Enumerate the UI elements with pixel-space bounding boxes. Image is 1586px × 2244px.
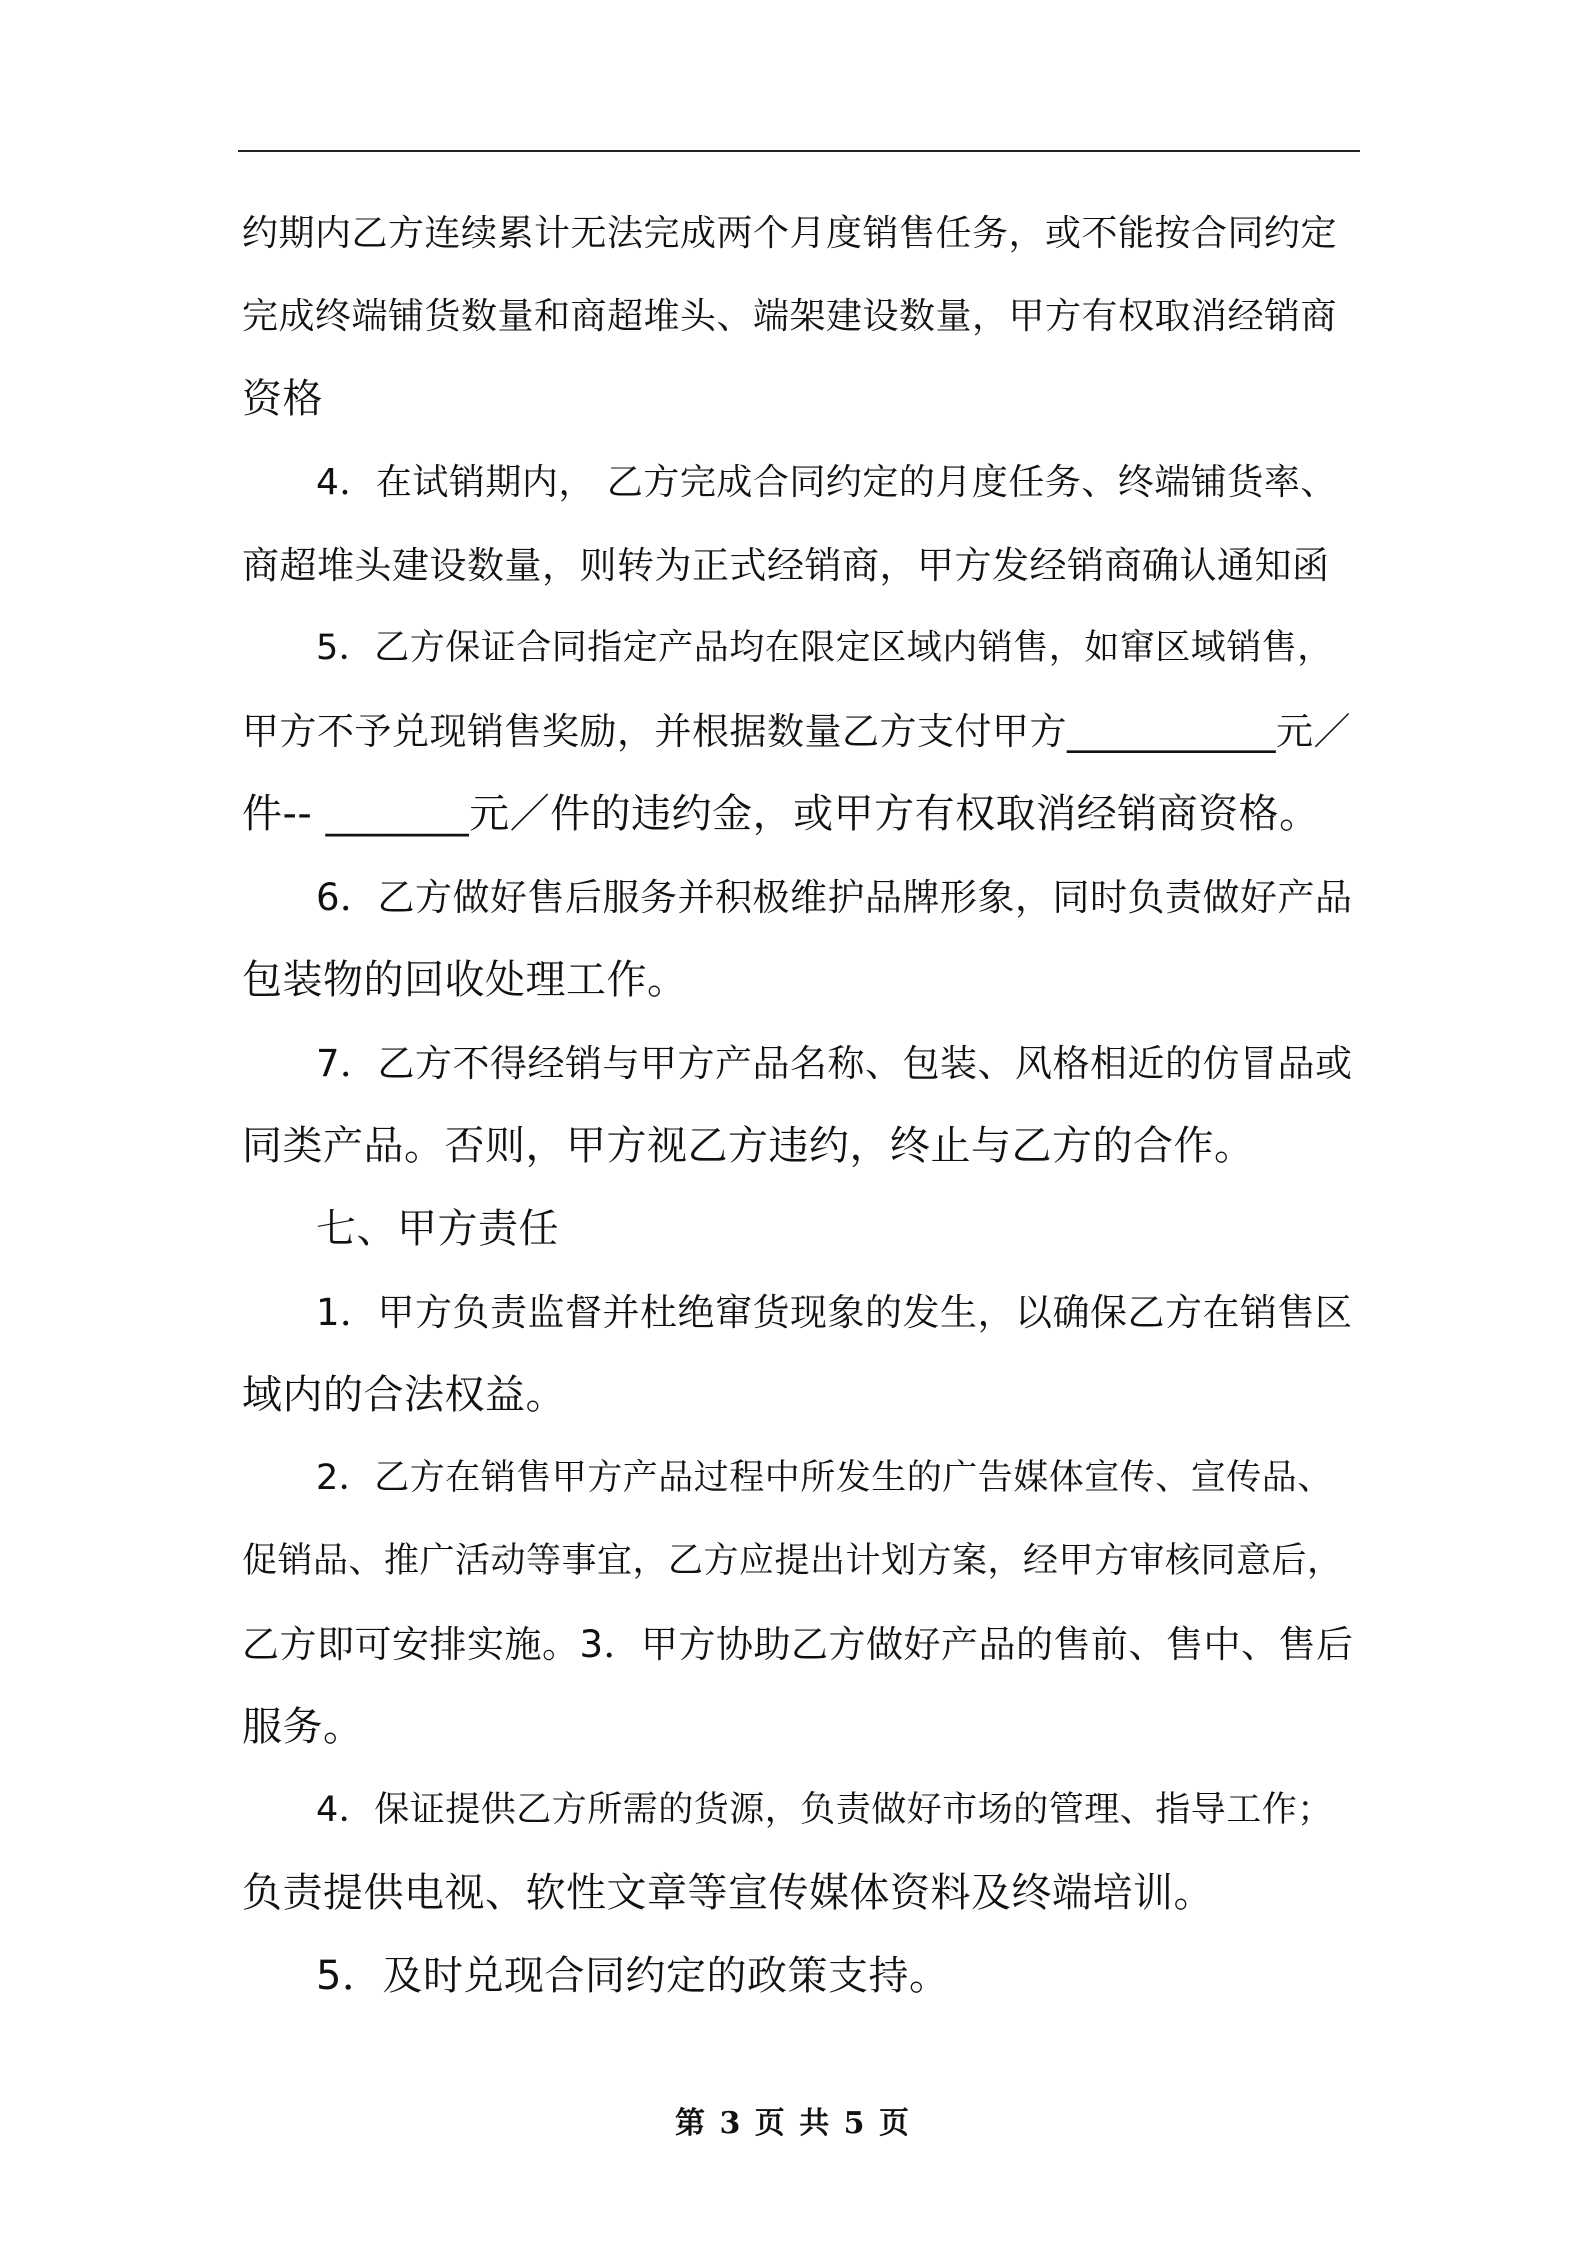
text-line: 7．乙方不得经销与甲方产品名称、包装、风格相近的仿冒品或: [316, 1042, 1353, 1085]
document-body: [242, 192, 1358, 2018]
text-line: 资格: [242, 376, 323, 422]
text-line: 域内的合法权益。: [242, 1372, 566, 1418]
text-line: 同类产品。否则，甲方视乙方违约，终止与乙方的合作。: [242, 1123, 1255, 1169]
text-line: 2．乙方在销售甲方产品过程中所发生的广告媒体宣传、宣传品、: [316, 1458, 1333, 1498]
text-line: 商超堆头建设数量，则转为正式经销商，甲方发经销商确认通知函: [242, 544, 1330, 587]
text-line: 6．乙方做好售后服务并积极维护品牌形象，同时负责做好产品: [316, 876, 1353, 919]
text-line: 七、甲方责任: [316, 1206, 559, 1252]
text-line: 5．乙方保证合同指定产品均在限定区域内销售，如窜区域销售，: [316, 628, 1333, 668]
text-line: 件-- _______元／件的违约金，或甲方有权取消经销商资格。: [242, 791, 1320, 837]
text-line: 4．在试销期内， 乙方完成合同约定的月度任务、终端铺货率、: [316, 462, 1337, 503]
text-line: 4．保证提供乙方所需的货源，负责做好市场的管理、指导工作；: [316, 1790, 1333, 1830]
page-footer: 第 3 页 共 5 页: [675, 2106, 911, 2141]
text-line: 完成终端铺货数量和商超堆头、端架建设数量，甲方有权取消经销商: [242, 296, 1338, 337]
text-line: 负责提供电视、软性文章等宣传媒体资料及终端培训。: [242, 1870, 1214, 1916]
text-line: 1．甲方负责监督并杜绝窜货现象的发生，以确保乙方在销售区: [316, 1291, 1353, 1334]
text-line: 甲方不予兑现销售奖励，并根据数量乙方支付甲方___________元／: [242, 710, 1351, 753]
text-line: 促销品、推广活动等事宜，乙方应提出计划方案，经甲方审核同意后，: [242, 1541, 1343, 1581]
text-line: 服务。: [242, 1704, 364, 1750]
text-line: 乙方即可安排实施。3．甲方协助乙方做好产品的售前、售中、售后: [242, 1623, 1354, 1666]
header-rule: [238, 150, 1360, 152]
text-line: 5．及时兑现合同约定的政策支持。: [316, 1953, 950, 1999]
text-line: 约期内乙方连续累计无法完成两个月度销售任务，或不能按合同约定: [242, 213, 1338, 254]
text-line: 包装物的回收处理工作。: [242, 957, 688, 1003]
